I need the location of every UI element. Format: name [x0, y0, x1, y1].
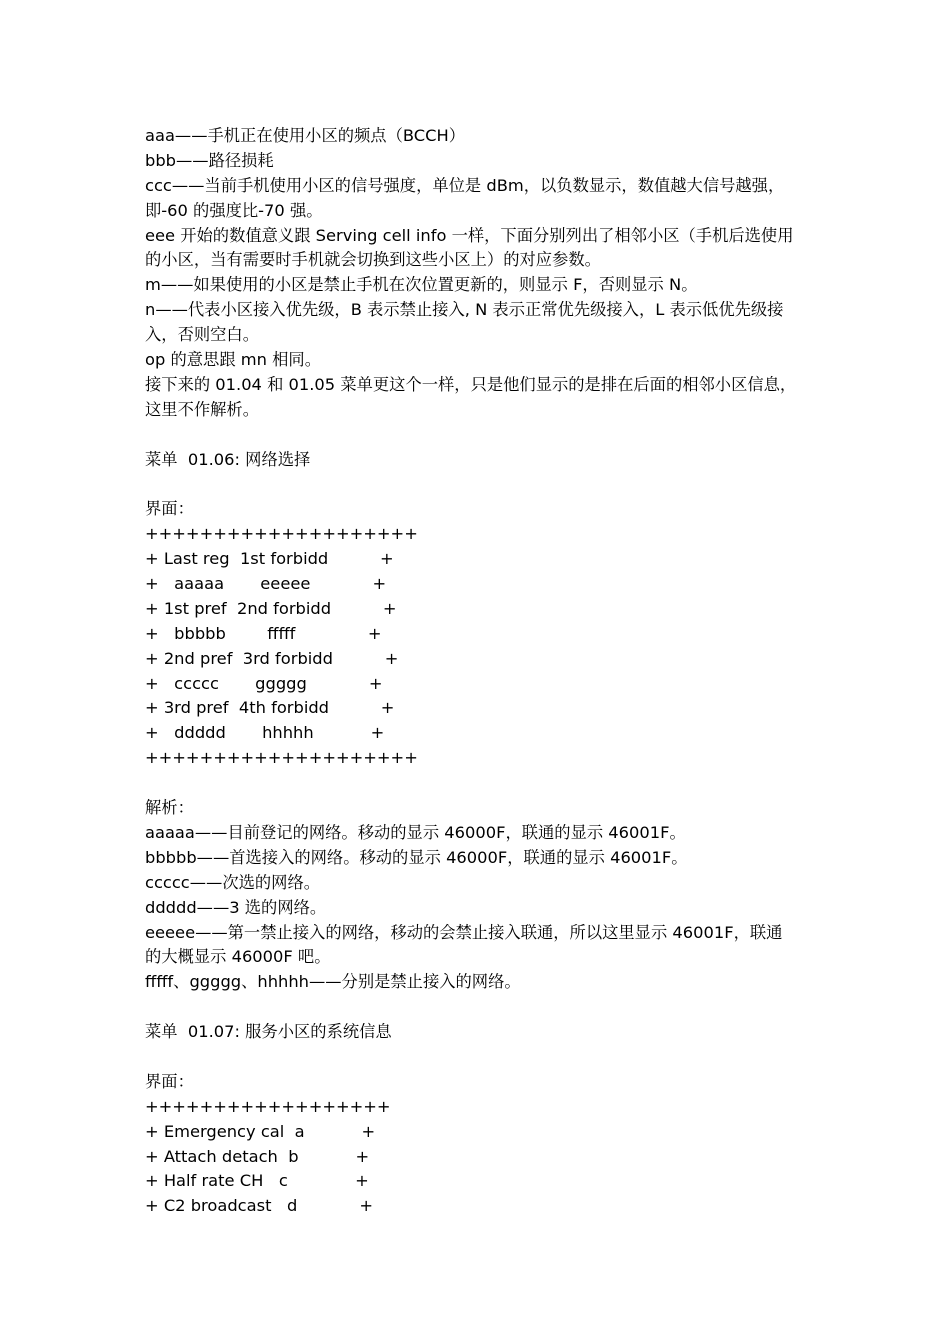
interface-label: 界面： — [145, 1071, 194, 1091]
interface-label: 界面： — [145, 499, 194, 519]
screen-line: + Last reg 1st forbidd + — [145, 549, 394, 569]
section-heading-menu-0106: 菜单 01.06: 网络选择 — [145, 449, 311, 469]
screen-line: + 2nd pref 3rd forbidd + — [145, 648, 399, 668]
text-line: n——代表小区接入优先级，B 表示禁止接入, N 表示正常优先级接入，L 表示低优先级接 — [145, 300, 784, 320]
screen-line: + C2 broadcast d + — [145, 1196, 374, 1216]
text-line: 的大概显示 46000F 吧。 — [145, 947, 331, 967]
text-line: bbb——路径损耗 — [145, 150, 274, 170]
text-line: 接下来的 01.04 和 01.05 菜单更这个一样，只是他们显示的是排在后面的相邻小区信息， — [145, 374, 797, 394]
text-line: ccc——当前手机使用小区的信号强度，单位是 dBm，以负数显示，数值越大信号越强， — [145, 175, 785, 195]
text-line: 这里不作解析。 — [145, 399, 259, 419]
text-line: 即-60 的强度比-70 强。 — [145, 200, 323, 220]
blank-line — [145, 472, 815, 497]
text-line: bbbbb——首选接入的网络。移动的显示 46000F，联通的显示 46001F。 — [145, 847, 688, 867]
text-line: ddddd——3 选的网络。 — [145, 897, 327, 917]
blank-line — [145, 771, 815, 796]
blank-line — [145, 995, 815, 1020]
screen-border-line: ++++++++++++++++++ — [145, 1096, 391, 1116]
text-line: aaa——手机正在使用小区的频点（BCCH） — [145, 126, 466, 145]
text-line: m——如果使用的小区是禁止手机在次位置更新的，则显示 F，否则显示 N。 — [145, 275, 698, 295]
screen-border-line: ++++++++++++++++++++ — [145, 524, 418, 544]
blank-line — [145, 423, 815, 448]
text-line: fffff、ggggg、hhhhh——分别是禁止接入的网络。 — [145, 972, 521, 992]
blank-line — [145, 1045, 815, 1070]
screen-border-line: ++++++++++++++++++++ — [145, 748, 418, 768]
screen-line: + ddddd hhhhh + — [145, 723, 385, 743]
screen-line: + Attach detach b + — [145, 1146, 370, 1166]
screen-line: + Emergency cal a + — [145, 1121, 376, 1141]
analysis-label: 解析： — [145, 798, 194, 818]
screen-line: + Half rate CH c + — [145, 1171, 369, 1191]
text-line: op 的意思跟 mn 相同。 — [145, 350, 321, 370]
text-line: aaaaa——目前登记的网络。移动的显示 46000F，联通的显示 46001F。 — [145, 822, 686, 842]
screen-line: + 1st pref 2nd forbidd + — [145, 598, 397, 618]
screen-line: + 3rd pref 4th forbidd + — [145, 698, 395, 718]
text-line: eeeee——第一禁止接入的网络，移动的会禁止接入联通，所以这里显示 46001F，联通 — [145, 922, 783, 942]
text-line: eee 开始的数值意义跟 Serving cell info 一样，下面分别列出了相邻小区（手机后选使用 — [145, 225, 794, 245]
screen-line: + bbbbb fffff + — [145, 623, 382, 643]
document-body — [145, 124, 815, 1219]
text-line: 入，否则空白。 — [145, 325, 259, 345]
text-line: 的小区，当有需要时手机就会切换到这些小区上）的对应参数。 — [145, 250, 601, 270]
screen-line: + aaaaa eeeee + — [145, 574, 387, 594]
section-heading-menu-0107: 菜单 01.07: 服务小区的系统信息 — [145, 1022, 392, 1042]
screen-line: + ccccc ggggg + — [145, 673, 383, 693]
text-line: ccccc——次选的网络。 — [145, 872, 321, 892]
